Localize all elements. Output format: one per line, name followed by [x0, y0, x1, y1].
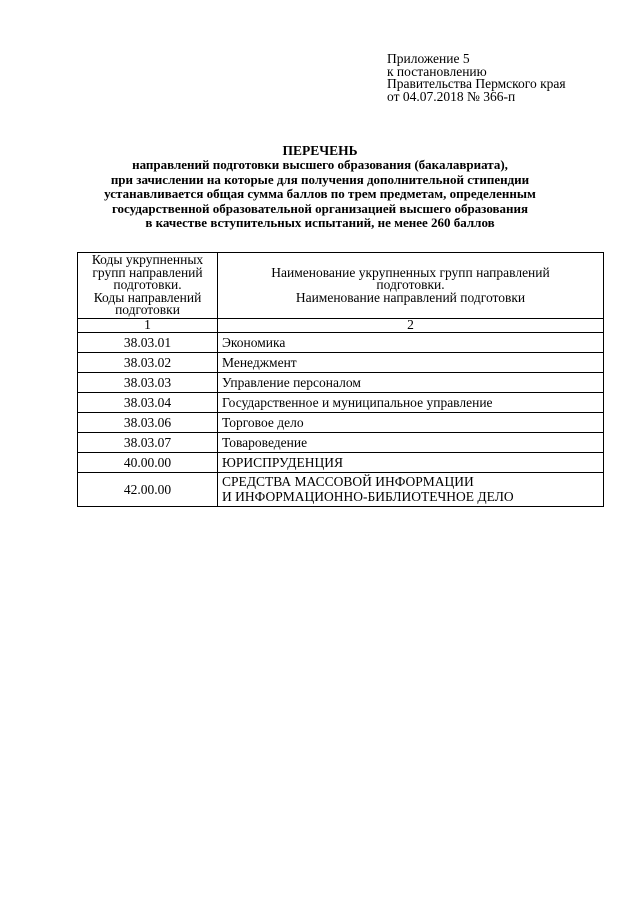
appendix-line: Правительства Пермского края	[387, 76, 566, 91]
header-text: Наименование укрупненных групп направлений	[271, 264, 550, 280]
row-name: Товароведение	[218, 432, 604, 452]
subtitle-line: при зачислении на которые для получения дополнительной стипендии	[110, 171, 530, 187]
header-text: Коды укрупненных	[91, 252, 204, 267]
table-row	[78, 392, 604, 412]
row-code: 38.03.04	[78, 392, 218, 412]
document-title: ПЕРЕЧЕНЬ	[282, 143, 358, 158]
table-row	[78, 412, 604, 432]
column-number: 2	[218, 318, 604, 332]
appendix-line: от 04.07.2018 № 366-п	[387, 88, 516, 104]
row-name-line: И ИНФОРМАЦИОННО-БИБЛИОТЕЧНОЕ ДЕЛО	[222, 489, 514, 504]
row-code: 38.03.03	[78, 372, 218, 392]
header-text: подготовки.	[113, 277, 182, 292]
header-text: Наименование направлений подготовки	[295, 289, 526, 305]
subtitle-line: направлений подготовки высшего образования (бакалавриата),	[132, 157, 508, 172]
row-code: 38.03.07	[78, 432, 218, 452]
row-name	[218, 472, 604, 506]
row-code: 42.00.00	[78, 472, 218, 506]
table-row	[78, 452, 604, 472]
row-code: 38.03.01	[78, 332, 218, 352]
row-code: 40.00.00	[78, 452, 218, 472]
table-row	[78, 372, 604, 392]
subtitle-line: в качестве вступительных испытаний, не менее 260 баллов	[145, 215, 495, 231]
row-name: Экономика	[218, 332, 604, 352]
appendix-block	[387, 53, 566, 103]
document-subtitle	[60, 158, 580, 231]
row-name: Менеджмент	[218, 352, 604, 372]
appendix-line: Приложение 5	[387, 51, 470, 66]
directions-table	[77, 252, 604, 507]
subtitle-line: устанавливается общая сумма баллов по трем предметам, определенным	[104, 186, 536, 202]
row-code: 38.03.06	[78, 412, 218, 432]
row-code: 38.03.02	[78, 352, 218, 372]
header-text: групп направлений	[92, 264, 203, 280]
row-name: Управление персоналом	[218, 372, 604, 392]
subtitle-line: государственной образовательной организацией высшего образования	[111, 200, 529, 216]
table-row	[78, 332, 604, 352]
header-codes-cell	[78, 253, 218, 319]
appendix-line: к постановлению	[387, 63, 487, 79]
table-row	[78, 432, 604, 452]
row-name: ЮРИСПРУДЕНЦИЯ	[218, 452, 604, 472]
header-names-cell	[218, 253, 604, 319]
header-text: подготовки	[115, 302, 180, 317]
row-name: Государственное и муниципальное управление	[218, 392, 604, 412]
row-name-line: СРЕДСТВА МАССОВОЙ ИНФОРМАЦИИ	[222, 474, 474, 489]
table-row	[78, 472, 604, 506]
header-text: подготовки.	[376, 277, 445, 292]
row-name: Торговое дело	[218, 412, 604, 432]
table-header-row	[78, 253, 604, 319]
header-text: Коды направлений	[93, 289, 202, 305]
column-number: 1	[78, 318, 218, 332]
table-row	[78, 352, 604, 372]
column-number-row	[78, 318, 604, 332]
